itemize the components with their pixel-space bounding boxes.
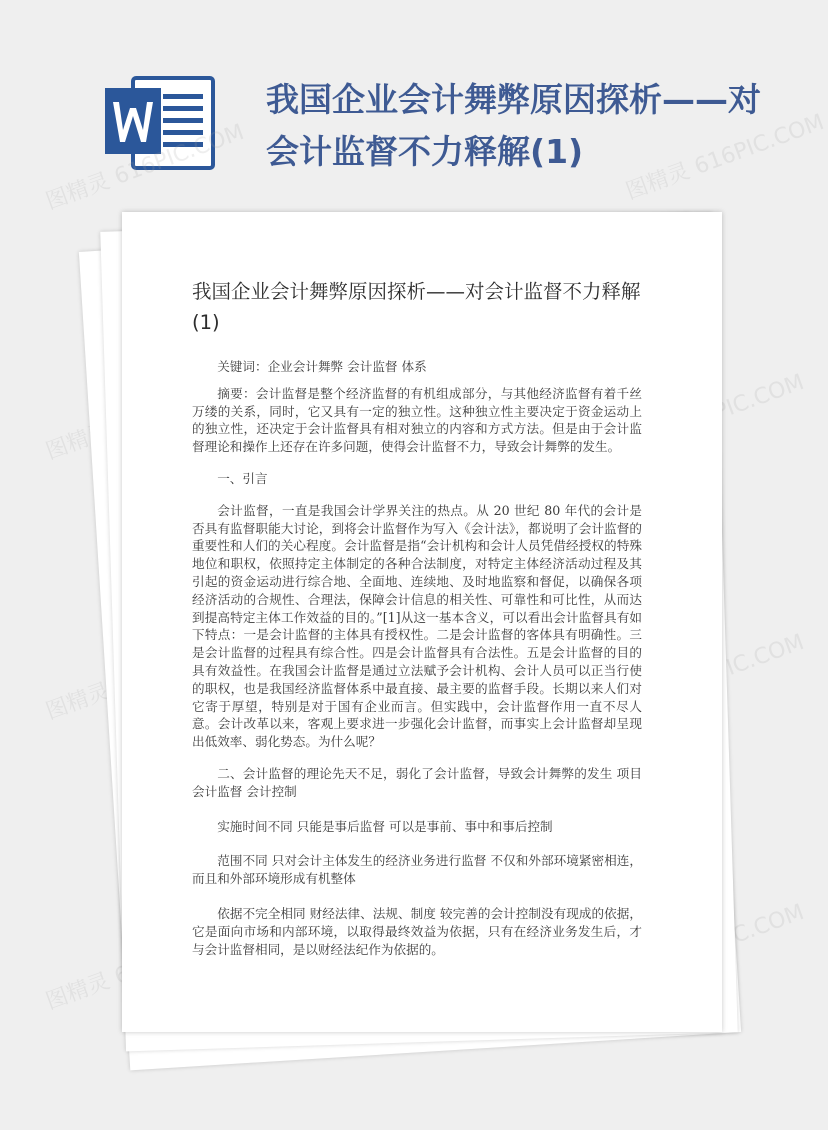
watermark: 图精灵 [42, 418, 114, 465]
document-title: 我国企业会计舞弊原因探析——对会计监督不力释解(1) [192, 280, 641, 334]
watermark: 图精灵 616PIC.COM [622, 109, 828, 205]
watermark: 616PIC.COM [671, 629, 808, 700]
abstract-paragraph: 摘要：会计监督是整个经济监督的有机组成部分，与其他经济监督有着千丝万缕的关系，同时，它又具有一定的独立性。这种独立性主要决定于资金运动上的独立性，还决定于会计监督具有相对独立的内容和方式方法。但是由于会计监督理论和操作上还存在许多问题，使得会计监督不力，导致会计舞弊的发生。 [192, 385, 642, 455]
watermark: 图精灵 [42, 168, 114, 215]
comparison-row: 范围不同 只对会计主体发生的经济业务进行监督 不仅和外部环境紧密相连，而且和外部环境形成有机整体 [192, 853, 642, 887]
comparison-row: 实施时间不同 只能是事后监督 可以是事前、事中和事后控制 [217, 818, 553, 834]
word-document-icon [103, 70, 215, 174]
watermark: 图精灵 [42, 678, 114, 725]
document-page [122, 212, 722, 1032]
page-title: 我国企业会计舞弊原因探析——对会计监督不力释解(1) [266, 80, 761, 171]
watermark: 616PIC.COM [671, 369, 808, 440]
watermark: 图精灵 [42, 968, 114, 1015]
keywords-line: 关键词：企业会计舞弊 会计监督 体系 [217, 359, 427, 374]
section-heading: 二、会计监督的理论先天不足，弱化了会计监督，导致会计舞弊的发生 项目 会计监督 会计控制 [192, 765, 642, 799]
intro-paragraph: 会计监督，一直是我国会计学界关注的热点。从 20 世纪 80 年代的会计是否具有监督职能大讨论，到将会计监督作为写入《会计法》，都说明了会计监督的重要性和人们的关心程度。会计监督是指“会计机构和会计人员凭借经授权的特殊地位和职权，依照持定主体制定的各种合法制度，对特定主体经济活动过程及其引起的资金运动进行综合地、全面地、连续地、及时地监察和督促，以确保各项经济活动的合规性、合理法，保障会计信息的相关性、可靠性和可比性，从而达到提高特定主体工作效益的目的。”[1]从这一基本含义，可以看出会计监督具有如下特点：一是会计监督的主体具有授权性。二是会计监督的客体具有明确性。三是会计监督的过程具有综合性。四是会计监督具有合法性。五是会计监督的目的具有效益性。在我国会计监督是通过立法赋予会计机构、会计人员可以正当行使的职权，也是我国经济监督体系中最直接、最主要的监督手段。长期以来人们对它寄于厚望，特别是对于国有企业而言。但实践中，会计监督作用一直不尽人意。会计改革以来，客观上要求进一步强化会计监督，而事实上会计监督却呈现出低效率、弱化势态。为什么呢？ [192, 502, 642, 750]
document-body [192, 358, 642, 958]
section-heading: 一、引言 [217, 470, 268, 486]
watermark: 616PIC.COM [671, 899, 808, 970]
comparison-row: 依据不完全相同 财经法律、法规、制度 较完善的会计控制没有现成的依据，它是面向市场和内部环境，以取得最终效益为依据，只有在经济业务发生后，才与会计监督相同，是以财经法纪作为依据的。 [192, 905, 642, 957]
